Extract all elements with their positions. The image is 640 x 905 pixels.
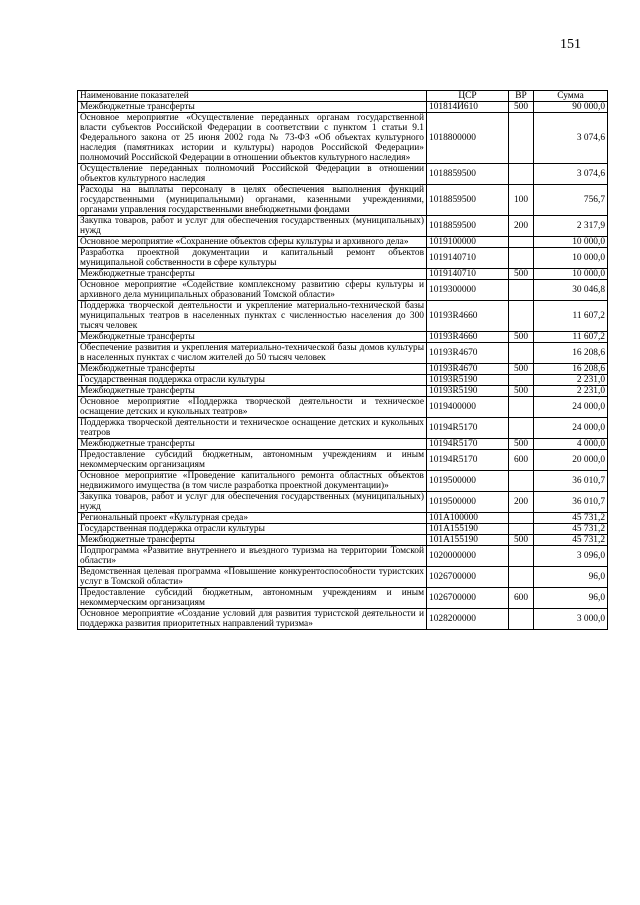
table-row (78, 364, 608, 375)
row-sum: 2 231,0 (534, 375, 608, 386)
row-vr: 100 (509, 185, 534, 216)
row-csr: 1019140710 (427, 269, 509, 280)
row-vr: 500 (509, 102, 534, 113)
row-csr: 101A155190 (427, 524, 509, 535)
row-sum: 10 000,0 (534, 237, 608, 248)
table-row (78, 450, 608, 471)
row-csr: 1018800000 (427, 113, 509, 164)
row-name: Поддержка творческой деятельности и укрепление материально-технической базы муниципальных театров в населенных пунктах с численностью населения до 300 тысяч человек (78, 301, 427, 332)
row-name: Региональный проект «Культурная среда» (78, 513, 427, 524)
table-row (78, 418, 608, 439)
row-name: Обеспечение развития и укрепления материально-технической базы домов культуры в населенных пунктах с числом жителей до 50 тысяч человек (78, 343, 427, 364)
row-name: Межбюджетные трансферты (78, 535, 427, 546)
table-row (78, 164, 608, 185)
table-row (78, 102, 608, 113)
row-vr (509, 237, 534, 248)
row-sum: 45 731,2 (534, 513, 608, 524)
table-row (78, 492, 608, 513)
table-row (78, 471, 608, 492)
row-sum: 11 607,2 (534, 332, 608, 343)
row-vr: 500 (509, 269, 534, 280)
row-csr: 1026700000 (427, 567, 509, 588)
row-name: Подпрограмма «Развитие внутреннего и въездного туризма на территории Томской области» (78, 546, 427, 567)
row-csr: 1026700000 (427, 588, 509, 609)
row-csr: 1019100000 (427, 237, 509, 248)
row-sum: 30 046,8 (534, 280, 608, 301)
row-name: Межбюджетные трансферты (78, 386, 427, 397)
row-csr: 101A155190 (427, 535, 509, 546)
row-sum: 20 000,0 (534, 450, 608, 471)
row-name: Закупка товаров, работ и услуг для обеспечения государственных (муниципальных) нужд (78, 492, 427, 513)
header-name: Наименование показателей (78, 91, 427, 102)
row-vr (509, 248, 534, 269)
row-csr: 1018859500 (427, 164, 509, 185)
row-vr (509, 546, 534, 567)
table-row (78, 513, 608, 524)
row-csr: 101814И610 (427, 102, 509, 113)
row-name: Ведомственная целевая программа «Повышение конкурентоспособности туристских услуг в Томской области» (78, 567, 427, 588)
table-row (78, 386, 608, 397)
row-sum: 3 074,6 (534, 113, 608, 164)
row-csr: 10193R5190 (427, 386, 509, 397)
row-csr: 10193R4670 (427, 364, 509, 375)
row-vr: 500 (509, 535, 534, 546)
row-vr (509, 301, 534, 332)
row-sum: 756,7 (534, 185, 608, 216)
row-sum: 36 010,7 (534, 471, 608, 492)
row-sum: 3 096,0 (534, 546, 608, 567)
row-csr: 1028200000 (427, 609, 509, 630)
row-sum: 24 000,0 (534, 418, 608, 439)
row-csr: 1019400000 (427, 397, 509, 418)
table-row (78, 237, 608, 248)
table-row (78, 609, 608, 630)
row-sum: 96,0 (534, 567, 608, 588)
row-name: Государственная поддержка отрасли культуры (78, 524, 427, 535)
row-sum: 16 208,6 (534, 343, 608, 364)
row-vr: 200 (509, 492, 534, 513)
row-csr: 1019500000 (427, 471, 509, 492)
row-vr: 600 (509, 588, 534, 609)
row-name: Поддержка творческой деятельности и техническое оснащение детских и кукольных театров (78, 418, 427, 439)
row-name: Разработка проектной документации и капитальный ремонт объектов муниципальной собственности в сфере культуры (78, 248, 427, 269)
table-row (78, 248, 608, 269)
row-sum: 10 000,0 (534, 248, 608, 269)
page-number: 151 (560, 37, 581, 52)
row-csr: 10193R4670 (427, 343, 509, 364)
table-row (78, 301, 608, 332)
row-csr: 10193R4660 (427, 301, 509, 332)
row-sum: 4 000,0 (534, 439, 608, 450)
table-row (78, 375, 608, 386)
row-vr (509, 113, 534, 164)
row-name: Межбюджетные трансферты (78, 364, 427, 375)
row-vr (509, 375, 534, 386)
row-sum: 3 074,6 (534, 164, 608, 185)
table-row (78, 343, 608, 364)
table-row (78, 280, 608, 301)
row-vr (509, 280, 534, 301)
row-sum: 36 010,7 (534, 492, 608, 513)
row-csr: 10193R4660 (427, 332, 509, 343)
row-csr: 1020000000 (427, 546, 509, 567)
row-name: Межбюджетные трансферты (78, 439, 427, 450)
row-name: Расходы на выплаты персоналу в целях обеспечения выполнения функций государственными (муниципальными) органами, казенными учреждениями, органами управления государственными внебюджетными фондами (78, 185, 427, 216)
row-name: Основное мероприятие «Сохранение объектов сферы культуры и архивного дела» (78, 237, 427, 248)
row-sum: 3 000,0 (534, 609, 608, 630)
row-sum: 45 731,2 (534, 535, 608, 546)
budget-table (77, 90, 608, 630)
row-csr: 1018859500 (427, 216, 509, 237)
row-sum: 2 317,9 (534, 216, 608, 237)
row-name: Межбюджетные трансферты (78, 332, 427, 343)
row-name: Основное мероприятие «Проведение капитального ремонта областных объектов недвижимого имущества (в том числе разработка проектной документации)» (78, 471, 427, 492)
table-row (78, 216, 608, 237)
row-csr: 1019300000 (427, 280, 509, 301)
row-csr: 10194R5170 (427, 450, 509, 471)
row-vr (509, 567, 534, 588)
row-name: Межбюджетные трансферты (78, 102, 427, 113)
row-vr (509, 524, 534, 535)
row-vr (509, 513, 534, 524)
row-vr: 500 (509, 386, 534, 397)
row-csr: 101A100000 (427, 513, 509, 524)
table-header-row (78, 91, 608, 102)
table-row (78, 567, 608, 588)
row-vr (509, 418, 534, 439)
row-vr: 500 (509, 332, 534, 343)
row-name: Основное мероприятие «Создание условий для развития туристской деятельности и поддержка развития приоритетных направлений туризма» (78, 609, 427, 630)
row-sum: 90 000,0 (534, 102, 608, 113)
row-csr: 1018859500 (427, 185, 509, 216)
row-sum: 2 231,0 (534, 386, 608, 397)
row-name: Закупка товаров, работ и услуг для обеспечения государственных (муниципальных) нужд (78, 216, 427, 237)
row-sum: 10 000,0 (534, 269, 608, 280)
row-vr: 500 (509, 364, 534, 375)
row-csr: 1019140710 (427, 248, 509, 269)
row-sum: 11 607,2 (534, 301, 608, 332)
row-csr: 10193R5190 (427, 375, 509, 386)
row-vr: 200 (509, 216, 534, 237)
row-sum: 45 731,2 (534, 524, 608, 535)
row-name: Предоставление субсидий бюджетным, автономным учреждениям и иным некоммерческим организациям (78, 450, 427, 471)
row-vr (509, 164, 534, 185)
table-row (78, 524, 608, 535)
table-row (78, 535, 608, 546)
row-csr: 10194R5170 (427, 439, 509, 450)
row-vr: 500 (509, 439, 534, 450)
table-row (78, 546, 608, 567)
row-vr (509, 609, 534, 630)
row-name: Предоставление субсидий бюджетным, автономным учреждениям и иным некоммерческим организациям (78, 588, 427, 609)
row-name: Основное мероприятие «Поддержка творческой деятельности и техническое оснащение детских и кукольных театров» (78, 397, 427, 418)
row-name: Основное мероприятие «Осуществление переданных органам государственной власти субъектов Российской Федерации в соответствии с пунктом 1 статьи 9.1 Федерального закона от 25 июня 2002 года № 73-ФЗ «Об объектах культурного наследия (памятниках истории и культуры) народов Российской Федерации» полномочий Российской Федерации в отношении объектов культурного наследия» (78, 113, 427, 164)
table-row (78, 332, 608, 343)
row-name: Основное мероприятие «Содействие комплексному развитию сферы культуры и архивного дела муниципальных образований Томской области» (78, 280, 427, 301)
row-vr (509, 471, 534, 492)
row-sum: 16 208,6 (534, 364, 608, 375)
row-vr (509, 397, 534, 418)
table-row (78, 439, 608, 450)
row-sum: 24 000,0 (534, 397, 608, 418)
table-row (78, 185, 608, 216)
row-sum: 96,0 (534, 588, 608, 609)
row-vr (509, 343, 534, 364)
row-csr: 10194R5170 (427, 418, 509, 439)
row-vr: 600 (509, 450, 534, 471)
table-row (78, 113, 608, 164)
header-sum: Сумма (534, 91, 608, 102)
table-row (78, 269, 608, 280)
header-csr: ЦСР (427, 91, 509, 102)
table-row (78, 397, 608, 418)
row-name: Осуществление переданных полномочий Российской Федерации в отношении объектов культурного наследия (78, 164, 427, 185)
row-csr: 1019500000 (427, 492, 509, 513)
header-vr: ВР (509, 91, 534, 102)
row-name: Государственная поддержка отрасли культуры (78, 375, 427, 386)
table-row (78, 588, 608, 609)
row-name: Межбюджетные трансферты (78, 269, 427, 280)
